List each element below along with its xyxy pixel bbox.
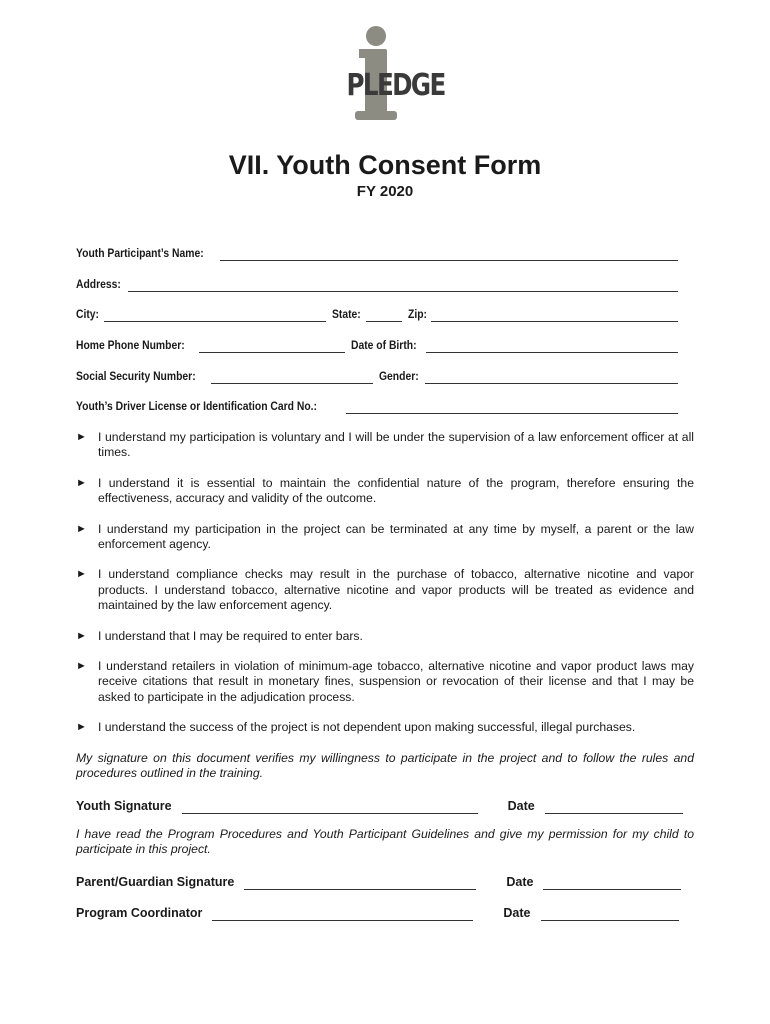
parent-statement: I have read the Program Procedures and Youth Participant Guidelines and give my permission for my child to participate in this project. (76, 827, 694, 857)
home-phone-label: Home Phone Number: (76, 340, 185, 352)
name-label: Youth Participant’s Name: (76, 248, 204, 260)
statement-item (76, 720, 694, 735)
youth-date-label: Date (507, 799, 535, 813)
phone-dob-row (76, 335, 678, 353)
ipledge-logo (337, 26, 443, 122)
arrow-icon: ► (76, 660, 87, 673)
parent-signature-label: Parent/Guardian Signature (76, 875, 235, 889)
youth-signature-field[interactable] (182, 801, 478, 814)
logo-i-base (355, 111, 397, 120)
statement-item (76, 629, 694, 644)
arrow-icon: ► (76, 431, 87, 443)
gender-field[interactable] (425, 371, 678, 384)
logo-i-dot (366, 26, 386, 46)
youth-statement: My signature on this document verifies my willingness to participate in the project and to follow the rules and procedures outlined in the training. (76, 751, 694, 781)
statement-item (76, 659, 694, 705)
address-row (76, 274, 678, 292)
statement-text: I understand the success of the project is not dependent upon making successful, illegal purchases. (98, 720, 636, 735)
ssn-gender-row (76, 366, 678, 384)
parent-date-label: Date (506, 875, 534, 889)
dob-field[interactable] (426, 340, 678, 353)
youth-date-field[interactable] (545, 801, 683, 814)
address-label: Address: (76, 279, 121, 291)
statement-item (76, 430, 694, 461)
parent-signature-field[interactable] (244, 877, 476, 890)
arrow-icon: ► (76, 629, 87, 642)
arrow-icon: ► (76, 721, 87, 734)
address-field[interactable] (128, 279, 678, 292)
zip-field[interactable] (431, 309, 678, 322)
statement-item (76, 476, 694, 507)
state-label: State: (331, 309, 361, 321)
license-row (76, 396, 678, 414)
arrow-icon: ► (76, 522, 87, 535)
statement-text: I understand it is essential to maintain the confidential nature of the program, therefore ensuring the effectiveness, accuracy and validity of the outcome. (98, 475, 694, 506)
state-field[interactable] (366, 309, 402, 322)
zip-label: Zip: (407, 309, 427, 321)
ssn-field[interactable] (211, 371, 373, 384)
statement-item (76, 567, 694, 613)
arrow-icon: ► (76, 568, 87, 581)
dob-label: Date of Birth: (350, 340, 417, 352)
statement-text: I understand my participation in the project can be terminated at any time by myself, a parent or the law enforcement agency. (98, 521, 694, 552)
coordinator-signature-row (76, 903, 686, 921)
coordinator-signature-label: Program Coordinator (76, 906, 203, 920)
license-label: Youth’s Driver License or Identification Card No.: (76, 401, 317, 413)
parent-date-field[interactable] (543, 877, 681, 890)
name-row (76, 243, 678, 261)
page-title: VII. Youth Consent Form (228, 150, 542, 180)
coordinator-date-label: Date (503, 906, 531, 920)
city-state-zip-row (76, 304, 678, 322)
logo-wordmark: PLEDGE (346, 68, 445, 103)
license-field[interactable] (346, 401, 678, 414)
statement-text: I understand my participation is voluntary and I will be under the supervision of a law enforcement officer at all times. (98, 430, 694, 460)
gender-label: Gender: (378, 371, 419, 383)
city-field[interactable] (104, 309, 326, 322)
statement-text: I understand retailers in violation of minimum-age tobacco, alternative nicotine and vapor product laws may receive citations that result in monetary fines, suspension or revocation of their license and that I may be asked to participate in the adjudication process. (98, 659, 694, 704)
name-field[interactable] (220, 248, 678, 261)
home-phone-field[interactable] (199, 340, 345, 353)
page-subtitle: FY 2020 (356, 183, 414, 200)
arrow-icon: ► (76, 476, 87, 489)
statement-text: I understand compliance checks may result in the purchase of tobacco, alternative nicotine and vapor products. I understand tobacco, alternative nicotine and vapor products will be treated as evidence and maintained by the law enforcement agency. (98, 567, 694, 613)
city-label: City: (76, 309, 100, 321)
parent-signature-row (76, 872, 686, 890)
ssn-label: Social Security Number: (76, 371, 196, 383)
coordinator-date-field[interactable] (541, 908, 679, 921)
statement-item (76, 522, 694, 553)
consent-statements (76, 430, 694, 736)
statement-text: I understand that I may be required to enter bars. (98, 628, 363, 643)
youth-signature-label: Youth Signature (76, 799, 172, 813)
coordinator-signature-field[interactable] (212, 908, 473, 921)
youth-signature-row (76, 796, 686, 814)
